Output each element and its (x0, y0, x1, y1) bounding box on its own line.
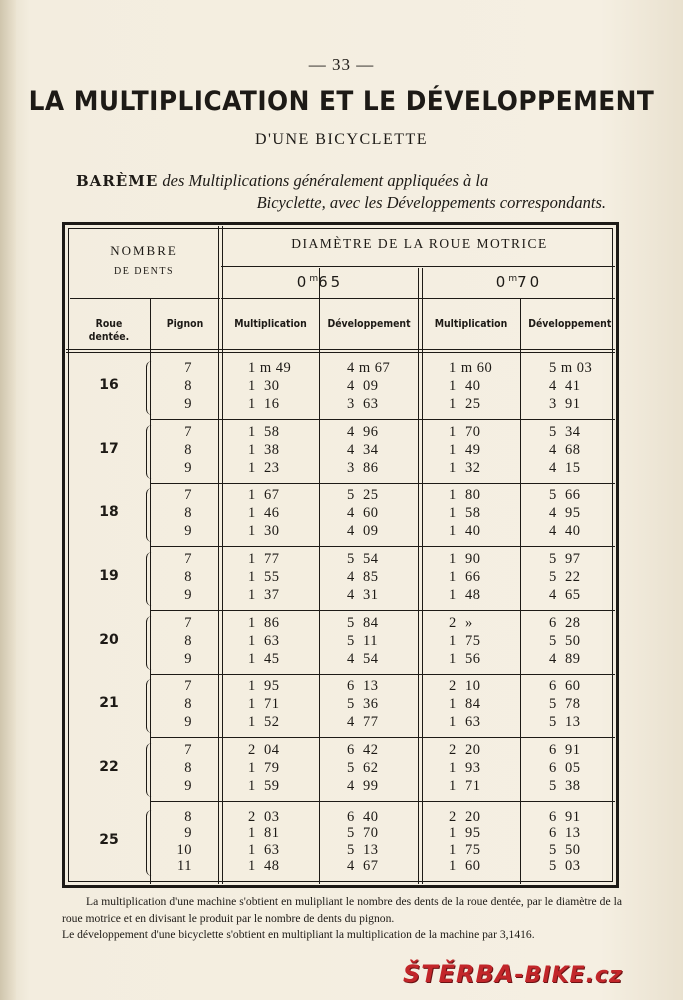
multiplication-065-cell: 1 30 (248, 523, 280, 539)
multiplication-070-cell: 1 95 (449, 825, 481, 841)
group-separator (150, 674, 615, 675)
developpement-065-cell: 5 36 (347, 696, 379, 712)
developpement-070-cell: 5 78 (549, 696, 581, 712)
pignon-cell: 9 (184, 586, 192, 603)
multiplication-070-cell: 2 10 (449, 678, 481, 694)
pignon-cell: 8 (184, 441, 192, 458)
multiplication-070-cell: 1 90 (449, 550, 481, 567)
pignon-cell: 10 (176, 841, 192, 858)
developpement-070-cell: 6 13 (549, 825, 581, 841)
multiplication-065-cell: 1 23 (248, 459, 280, 476)
multiplication-070-cell: 1 93 (449, 759, 481, 776)
developpement-070-cell: 4 95 (549, 505, 581, 521)
group-separator (150, 801, 615, 802)
group-separator (150, 419, 615, 420)
header-pignon: Pignon (166, 317, 204, 330)
multiplication-065-cell: 1 59 (248, 777, 280, 794)
pignon-cell: 9 (184, 650, 192, 667)
multiplication-065-cell: 1 86 (248, 614, 280, 631)
multiplication-070-cell: 2 20 (449, 741, 481, 758)
multiplication-070-cell: 1 60 (449, 858, 481, 874)
multiplication-065-cell: 1 48 (248, 858, 280, 874)
developpement-070-cell: 5 m 03 (549, 359, 593, 376)
site-watermark (403, 960, 623, 988)
developpement-070-cell: 5 22 (549, 568, 581, 585)
developpement-070-cell: 5 50 (549, 632, 581, 649)
developpement-065-cell: 4 85 (347, 568, 379, 585)
intro-line-1: des Multiplications généralement appliquées à la (162, 171, 489, 190)
developpement-070-cell: 5 66 (549, 487, 581, 503)
developpement-065-cell: 4 99 (347, 777, 379, 794)
multiplication-065-cell: 1 46 (248, 505, 280, 521)
footnote (62, 894, 622, 944)
developpement-070-cell: 4 65 (549, 586, 581, 603)
pignon-cell: 9 (184, 777, 192, 794)
developpement-070-cell: 4 15 (549, 459, 581, 476)
pignon-cell: 8 (184, 377, 192, 394)
multiplication-065-cell: 1 95 (248, 678, 280, 694)
developpement-065-cell: 5 54 (347, 550, 379, 567)
teeth-count: 17 (99, 440, 119, 457)
teeth-count: 21 (99, 695, 119, 711)
developpement-065-cell: 3 63 (347, 395, 379, 412)
developpement-070-cell: 6 05 (549, 759, 581, 776)
multiplication-065-cell: 2 04 (248, 741, 280, 758)
multiplication-070-cell: 1 40 (449, 377, 481, 394)
developpement-070-cell: 5 03 (549, 858, 581, 874)
pignon-cell: 9 (184, 714, 192, 730)
multiplication-065-cell: 1 77 (248, 550, 280, 567)
multiplication-065-cell: 1 55 (248, 568, 280, 585)
multiplication-065-cell: 1 63 (248, 632, 280, 649)
row-rule-header (66, 349, 615, 350)
multiplication-070-cell: 1 75 (449, 632, 481, 649)
multiplication-070-cell: 1 32 (449, 459, 481, 476)
multiplication-065-cell: 1 71 (248, 696, 280, 712)
multiplication-070-cell: 1 m 60 (449, 359, 493, 376)
row-rule-nombre (70, 298, 220, 299)
page-binding (0, 0, 16, 1000)
row-rule-header-2 (66, 352, 615, 353)
page-title: LA MULTIPLICATION ET LE DÉVELOPPEMENT (28, 86, 655, 117)
developpement-065-cell: 5 13 (347, 841, 379, 858)
developpement-070-cell: 5 38 (549, 777, 581, 794)
developpement-070-cell: 5 50 (549, 841, 581, 858)
developpement-070-cell: 4 40 (549, 523, 581, 539)
header-diameter-065: 0$^m$65 (296, 273, 344, 291)
column-rule-main (218, 226, 223, 884)
multiplication-065-cell: 1 67 (248, 487, 280, 503)
pignon-cell: 11 (177, 858, 192, 874)
developpement-065-cell: 4 54 (347, 650, 379, 667)
row-rule-diam (221, 266, 615, 267)
multiplication-070-cell: 1 71 (449, 777, 481, 794)
developpement-070-cell: 6 91 (549, 808, 581, 825)
page-subtitle: D'UNE BICYCLETTE (254, 131, 429, 148)
teeth-count: 25 (99, 831, 119, 848)
intro-paragraph (76, 170, 606, 213)
pignon-cell: 7 (184, 487, 192, 503)
developpement-065-cell: 4 m 67 (347, 359, 391, 376)
pignon-cell: 7 (184, 741, 192, 758)
pignon-cell: 7 (184, 678, 192, 694)
header-multiplication-065: Multiplication (234, 317, 307, 330)
pignon-cell: 8 (184, 568, 192, 585)
pignon-cell: 8 (184, 632, 192, 649)
developpement-065-cell: 6 40 (347, 808, 379, 825)
multiplication-065-cell: 2 03 (248, 808, 280, 825)
pignon-cell: 8 (184, 759, 192, 776)
group-separator (150, 483, 615, 484)
multiplication-070-cell: 1 25 (449, 395, 481, 412)
header-roue-dentee: Roue dentée. (88, 317, 130, 343)
developpement-065-cell: 4 60 (347, 505, 379, 521)
pignon-cell: 8 (184, 808, 192, 825)
multiplication-070-cell: 1 80 (449, 487, 481, 503)
watermark-brand: ŠTĚRBA (403, 960, 515, 988)
developpement-070-cell: 6 91 (549, 741, 581, 758)
header-developpement-070: Développement (528, 317, 612, 330)
header-multiplication-070: Multiplication (434, 317, 508, 330)
multiplication-070-cell: 1 56 (449, 650, 481, 667)
pignon-cell: 7 (184, 614, 192, 631)
multiplication-065-cell: 1 16 (248, 395, 280, 412)
developpement-065-cell: 4 96 (347, 423, 379, 440)
pignon-cell: 8 (184, 505, 192, 521)
multiplication-065-cell: 1 37 (248, 586, 280, 603)
multiplication-070-cell: 1 75 (449, 841, 481, 858)
multiplication-065-cell: 1 63 (248, 841, 280, 858)
developpement-065-cell: 4 77 (347, 714, 379, 730)
group-separator (150, 546, 615, 547)
developpement-070-cell: 6 28 (549, 614, 581, 631)
developpement-065-cell: 6 42 (347, 741, 379, 758)
multiplication-070-cell: 1 66 (449, 568, 481, 585)
multiplication-070-cell: 1 63 (449, 714, 481, 730)
developpement-065-cell: 4 09 (347, 377, 379, 394)
teeth-count: 22 (99, 758, 119, 775)
pignon-cell: 9 (184, 523, 192, 539)
pignon-cell: 9 (184, 395, 192, 412)
multiplication-065-cell: 1 45 (248, 650, 280, 667)
developpement-070-cell: 4 41 (549, 377, 581, 394)
multiplication-065-cell: 1 58 (248, 423, 280, 440)
watermark-suffix: -BIKE.cz (514, 963, 623, 988)
pignon-cell: 9 (184, 459, 192, 476)
teeth-count: 18 (99, 504, 119, 520)
developpement-070-cell: 3 91 (549, 395, 581, 412)
teeth-count: 20 (99, 631, 119, 648)
developpement-065-cell: 4 67 (347, 858, 379, 874)
multiplication-070-cell: 1 48 (449, 586, 481, 603)
multiplication-070-cell: 2 20 (449, 808, 481, 825)
developpement-065-cell: 5 62 (347, 759, 379, 776)
multiplication-070-cell: 1 70 (449, 423, 481, 440)
developpement-065-cell: 5 84 (347, 614, 379, 631)
header-developpement-065: Développement (327, 317, 411, 330)
developpement-065-cell: 5 70 (347, 825, 379, 841)
developpement-065-cell: 5 25 (347, 487, 379, 503)
header-nombre: NOMBRE (110, 243, 178, 258)
footnote-line-2: Le développement d'une bicyclette s'obtient en multipliant la multiplication de la machine par 3,1416. (62, 928, 535, 941)
bareme-word: BARÈME (76, 172, 159, 190)
header-diametre: DIAMÈTRE DE LA ROUE MOTRICE (291, 236, 548, 251)
header-diameter-070: 0$^m$70 (495, 273, 543, 291)
multiplication-065-cell: 1 38 (248, 441, 280, 458)
multiplication-065-cell: 1 52 (248, 714, 280, 730)
pignon-cell: 7 (184, 550, 192, 567)
column-rule-070 (520, 298, 521, 884)
multiplication-070-cell: 2 » (449, 614, 473, 631)
footnote-line-1: La multiplication d'une machine s'obtient en mulipliant le nombre des dents de la roue dentée, par le diamètre de la roue motrice et en divisant le produit par le nombre de dents du pignon. (62, 895, 622, 925)
page-number: — 33 — (308, 55, 375, 74)
multiplication-070-cell: 1 49 (449, 441, 481, 458)
multiplication-065-cell: 1 m 49 (248, 359, 292, 376)
developpement-070-cell: 5 34 (549, 423, 581, 440)
pignon-cell: 8 (184, 696, 192, 712)
developpement-065-cell: 6 13 (347, 678, 379, 694)
developpement-065-cell: 5 11 (347, 632, 378, 649)
multiplication-070-cell: 1 84 (449, 696, 481, 712)
group-separator (150, 610, 615, 611)
developpement-070-cell: 4 89 (549, 650, 581, 667)
column-rule-065 (319, 268, 320, 884)
developpement-065-cell: 4 31 (347, 586, 379, 603)
developpement-070-cell: 5 97 (549, 550, 581, 567)
row-rule-diam2 (221, 298, 615, 299)
column-rule-diam (418, 268, 423, 884)
multiplication-065-cell: 1 79 (248, 759, 280, 776)
developpement-065-cell: 4 09 (347, 523, 379, 539)
teeth-count: 16 (99, 376, 119, 393)
pignon-cell: 7 (184, 423, 192, 440)
pignon-cell: 7 (184, 359, 192, 376)
pignon-cell: 9 (184, 825, 192, 841)
teeth-count: 19 (99, 567, 119, 584)
developpement-065-cell: 3 86 (347, 459, 379, 476)
multiplication-070-cell: 1 40 (449, 523, 481, 539)
developpement-065-cell: 4 34 (347, 441, 379, 458)
intro-line-2: Bicyclette, avec les Développements correspondants. (256, 193, 606, 212)
multiplication-070-cell: 1 58 (449, 505, 481, 521)
multiplication-065-cell: 1 30 (248, 377, 280, 394)
developpement-070-cell: 6 60 (549, 678, 581, 694)
group-separator (150, 737, 615, 738)
header-de-dents: DE DENTS (113, 266, 175, 277)
developpement-070-cell: 4 68 (549, 441, 581, 458)
multiplication-065-cell: 1 81 (248, 825, 280, 841)
developpement-070-cell: 5 13 (549, 714, 581, 730)
